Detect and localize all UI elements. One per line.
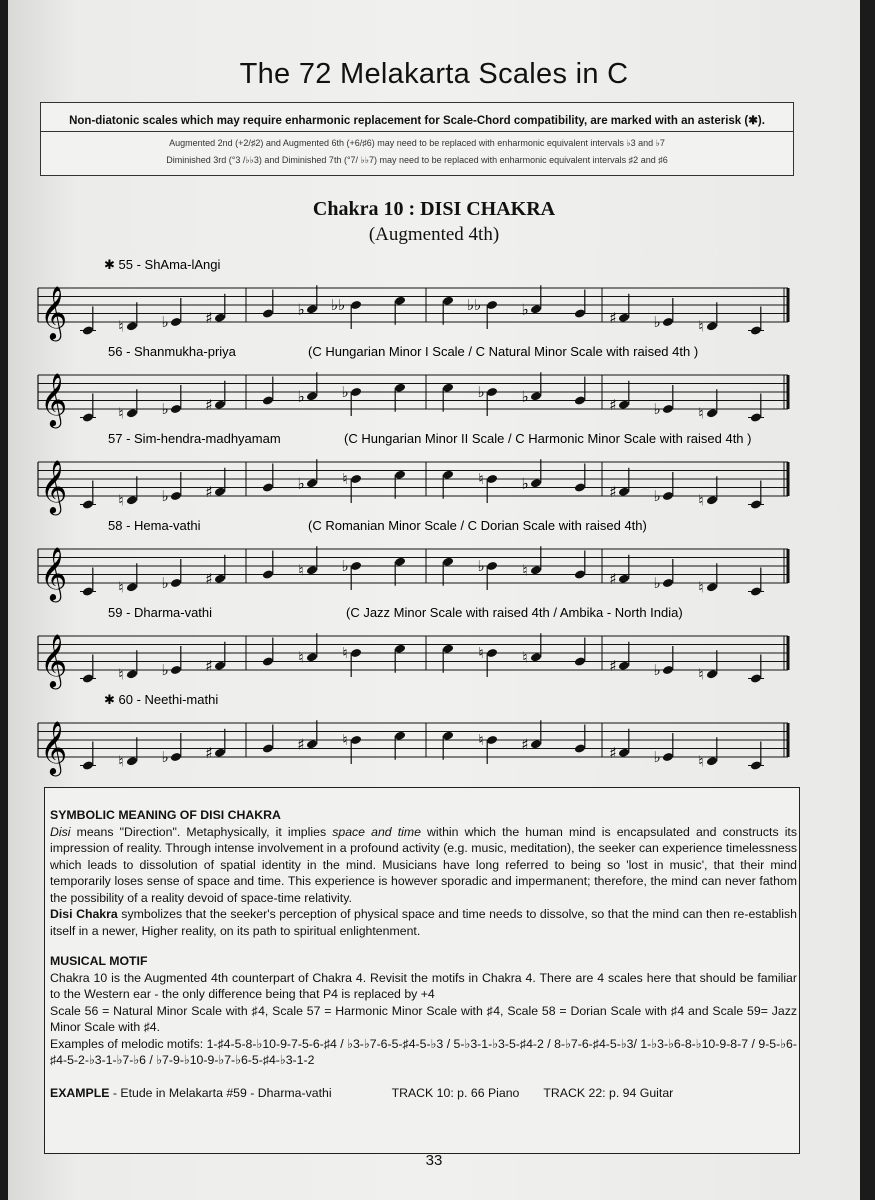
accidental-icon: ♯ [297,735,305,754]
accidental-icon: ♮ [522,561,528,580]
note-B [467,296,498,329]
accidental-icon: ♯ [205,656,213,675]
note-G [262,551,274,580]
note-B [341,383,362,416]
treble-clef-icon: 𝄞 [40,459,68,513]
note-C [394,557,406,586]
accidental-icon: ♮ [118,317,124,336]
note-G [574,638,586,667]
note-G [262,377,274,406]
note-C [442,557,454,586]
disi-term: Disi [50,824,71,839]
accidental-icon: ♮ [522,648,528,667]
note-G [574,290,586,319]
note-C [442,296,454,325]
treble-clef-icon: 𝄞 [40,546,68,600]
note-C [748,307,764,336]
accidental-icon: ♮ [118,665,124,684]
disi-chakra-term: Disi Chakra [50,907,118,921]
accidental-icon: ♭♭ [466,296,482,314]
note-G [262,725,274,754]
symbolic-heading: SYMBOLIC MEANING OF DISI CHAKRA [50,808,281,822]
page-number: 33 [425,1152,443,1169]
treble-clef-icon: 𝄞 [40,633,68,687]
note-C [394,470,406,499]
scale-description: (C Hungarian Minor II Scale / C Harmonic Minor Scale with raised 4th ) [344,431,752,446]
note-G [574,725,586,754]
accidental-icon: ♯ [609,656,617,675]
accidental-icon: ♮ [298,648,304,667]
note-G [262,290,274,319]
note-B [477,557,498,590]
note-D [698,650,718,683]
note-E [161,298,182,331]
accidental-icon: ♮ [478,644,484,662]
accidental-icon: ♭ [161,748,169,766]
note-E [161,646,182,679]
accidental-icon: ♯ [205,743,213,762]
scale-description: (C Romanian Minor Scale / C Dorian Scale with raised 4th) [308,518,647,533]
accidental-icon: ♭ [521,300,529,319]
chakra-title: Chakra 10 : DISI CHAKRA [312,198,556,220]
note-B [342,470,362,503]
treble-clef-icon: 𝄞 [40,285,68,339]
accidental-icon: ♭ [521,474,529,493]
accidental-icon: ♭ [477,383,485,401]
accidental-icon: ♭ [521,387,529,406]
accidental-icon: ♯ [205,482,213,501]
note-B [331,296,362,329]
accidental-icon: ♭ [341,557,349,575]
note-E [653,298,674,331]
notice-line-1: Augmented 2nd (+2/♯2) and Augmented 6th (+6/♯6) may need to be replaced with enharmonic equivalent intervals ♭3 and ♭7 [169,138,665,148]
accidental-icon: ♭ [161,313,169,331]
symbolic-paragraph-2 [50,906,797,939]
motif-paragraph-2: Scale 56 = Natural Minor Scale with ♯4, Scale 57 = Harmonic Minor Scale with ♯4, Scale 58 = Dorian Scale with ♯4 and Scale 59= Jazz Minor Scale with ♯4. [50,1003,797,1034]
note-E [161,472,182,505]
notice-line-2: Diminished 3rd (°3 /♭♭3) and Diminished 7th (°7/ ♭♭7) may need to be replaced with enharmonic equivalent intervals ♯2 and ♯6 [166,155,668,165]
note-C [80,481,96,510]
note-E [161,733,182,766]
book-page [8,0,860,1200]
note-E [653,646,674,679]
accidental-icon: ♭ [161,661,169,679]
note-D [698,737,718,770]
accidental-icon: ♮ [698,665,704,684]
note-B [478,644,498,677]
accidental-icon: ♮ [342,731,348,749]
note-C [80,742,96,771]
note-C [80,307,96,336]
note-B [478,731,498,764]
accidental-icon: ♯ [609,482,617,501]
note-C [748,742,764,771]
treble-clef-icon: 𝄞 [40,720,68,774]
note-C [748,655,764,684]
note-C [442,383,454,412]
accidental-icon: ♭ [477,557,485,575]
note-D [698,389,718,422]
note-D [118,476,138,509]
scale-label: 58 - Hema-vathi [108,518,201,533]
note-C [748,568,764,597]
track-10-ref: TRACK 10: p. 66 Piano [391,1085,520,1100]
note-B [342,644,362,677]
accidental-icon: ♮ [698,578,704,597]
note-D [698,302,718,335]
note-G [262,464,274,493]
symbolic-text-a: means "Direction". Metaphysically, it implies [70,824,333,839]
staff-3 [38,431,788,515]
staff-1 [38,257,788,341]
page-title: The 72 Melakarta Scales in C [239,58,629,90]
motif-paragraph-1: Chakra 10 is the Augmented 4th counterpart of Chakra 4. Revisit the motifs in Chakra 4. There are 4 scales here that should be familiar to the Western ear - the only difference being that P4 is replaced by +4 [50,970,797,1001]
note-C [394,296,406,325]
note-D [118,563,138,596]
accidental-icon: ♯ [521,735,529,754]
accidental-icon: ♮ [698,404,704,423]
accidental-icon: ♮ [478,731,484,749]
note-C [748,394,764,423]
symbolic-paragraph-1 [50,824,797,907]
accidental-icon: ♮ [118,404,124,423]
accidental-icon: ♯ [609,308,617,327]
motif-paragraph-3: Examples of melodic motifs: 1-♯4-5-8-♭10-9-7-5-6-♯4 / ♭3-♭7-6-5-♯4-5-♭3 / 5-♭3-1-♭3-5-♯4-2 / 8-♭7-6-♯4-5-♭3/ 1-♭3-♭6-8-♭10-9-8-7 / 9-5-♭6-♯4-5-2-♭3-1-♭7-♭6 / ♭7-9-♭10-9-♭7-♭6-5-♯4-♭3-1-2 [50,1036,797,1067]
staff-6 [38,692,788,776]
accidental-icon: ♮ [298,561,304,580]
scale-description: (C Hungarian Minor I Scale / C Natural Minor Scale with raised 4th ) [308,344,699,359]
note-D [118,737,138,770]
staff-4 [38,518,788,602]
track-22-ref: TRACK 22: p. 94 Guitar [543,1085,674,1100]
accidental-icon: ♭ [297,300,305,319]
accidental-icon: ♮ [342,644,348,662]
note-D [118,389,138,422]
note-D [118,650,138,683]
note-G [262,638,274,667]
note-B [478,470,498,503]
accidental-icon: ♮ [118,752,124,771]
description-box [44,787,800,1154]
note-D [698,476,718,509]
accidental-icon: ♭ [653,313,661,331]
chakra-subtitle: (Augmented 4th) [368,224,500,245]
staff-2 [38,344,788,428]
accidental-icon: ♭ [653,748,661,766]
notice-heading: Non-diatonic scales which may require enharmonic replacement for Scale-Chord compatibility, are marked with an asterisk (✱). [41,103,793,132]
accidental-icon: ♯ [205,395,213,414]
accidental-icon: ♭ [653,574,661,592]
note-G [574,464,586,493]
motif-heading: MUSICAL MOTIF [50,954,148,968]
accidental-icon: ♯ [609,395,617,414]
accidental-icon: ♭ [341,383,349,401]
note-C [80,394,96,423]
accidental-icon: ♯ [205,569,213,588]
note-C [442,644,454,673]
scale-label: ✱ 55 - ShAma-lAngi [104,257,221,272]
note-E [653,472,674,505]
note-E [161,559,182,592]
symbolic-text-b: within which the human mind is encapsulated and constructs its impression of reality. Through intense involvement in a profound activity (e.g. music, meditation), the seeker can experience timelessness which leads to dissolution of spatial identity in the mind. Musicians have long referred to being so 'lost in music', that their mind temporarily loses sense of space and time. This experience is however sporadic and impermanent; therefore, the mind can never fathom the possibility of a reality devoid of space-time relativity. [50,824,797,905]
accidental-icon: ♯ [609,743,617,762]
accidental-icon: ♮ [698,491,704,510]
accidental-icon: ♭ [297,474,305,493]
music-staves [8,0,860,800]
symbolic-text-c: symbolizes that the seeker's perception of physical space and time needs to dissolve, so that the mind can then re-establish itself in a newer, Higher reality, on its path to spiritual enlightenment. [50,907,797,938]
accidental-icon: ♭ [297,387,305,406]
accidental-icon: ♮ [118,491,124,510]
note-C [394,644,406,673]
accidental-icon: ♭ [653,400,661,418]
note-G [574,377,586,406]
scale-description: (C Jazz Minor Scale with raised 4th / Ambika - North India) [346,605,683,620]
accidental-icon: ♯ [205,308,213,327]
accidental-icon: ♮ [698,752,704,771]
example-text: - Etude in Melakarta #59 - Dharma-vathi [109,1085,332,1100]
accidental-icon: ♭ [653,661,661,679]
note-C [80,568,96,597]
accidental-icon: ♭ [161,487,169,505]
accidental-icon: ♭ [653,487,661,505]
example-title: EXAMPLE [50,1085,110,1100]
scale-label: ✱ 60 - Neethi-mathi [104,692,219,707]
note-C [442,731,454,760]
accidental-icon: ♮ [342,470,348,488]
treble-clef-icon: 𝄞 [40,372,68,426]
accidental-icon: ♮ [478,470,484,488]
example-line [50,1085,797,1102]
staff-5 [38,605,788,689]
scale-label: 57 - Sim-hendra-madhyamam [108,431,281,446]
note-G [574,551,586,580]
accidental-icon: ♭ [161,400,169,418]
scale-label: 59 - Dharma-vathi [108,605,213,620]
space-time-emphasis: space and time [332,824,421,839]
note-B [477,383,498,416]
scale-label: 56 - Shanmukha-priya [108,344,236,359]
note-C [394,383,406,412]
note-B [342,731,362,764]
note-D [118,302,138,335]
accidental-icon: ♭ [161,574,169,592]
note-B [341,557,362,590]
accidental-icon: ♮ [698,317,704,336]
note-D [698,563,718,596]
note-E [653,385,674,418]
accidental-icon: ♮ [118,578,124,597]
note-E [161,385,182,418]
note-C [394,731,406,760]
accidental-icon: ♯ [609,569,617,588]
note-C [442,470,454,499]
note-E [653,559,674,592]
accidental-icon: ♭♭ [330,296,346,314]
note-E [653,733,674,766]
note-C [80,655,96,684]
note-C [748,481,764,510]
